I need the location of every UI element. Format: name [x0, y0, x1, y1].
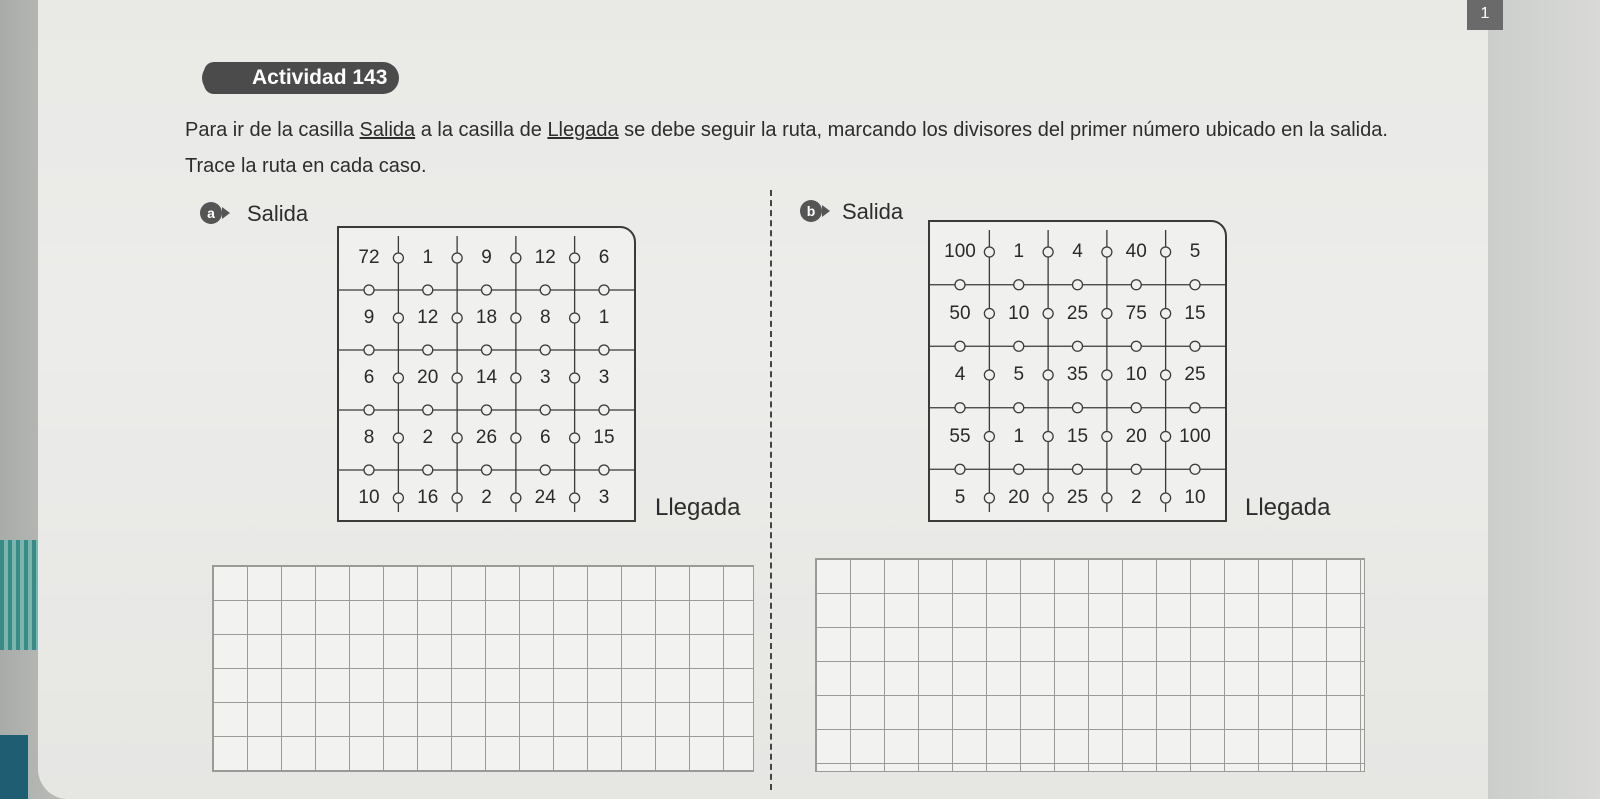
maze-node-circle	[423, 465, 433, 475]
maze-node-circle	[364, 405, 374, 415]
maze-cell-number[interactable]: 25	[1066, 302, 1089, 324]
maze-node-circle	[599, 405, 609, 415]
maze-cell-number[interactable]: 72	[358, 247, 380, 268]
maze-cell-number[interactable]: 2	[481, 487, 492, 508]
maze-cell-number[interactable]: 9	[363, 307, 375, 328]
maze-cell-number[interactable]: 75	[1125, 302, 1147, 324]
maze-cell-number[interactable]: 10	[1125, 364, 1147, 385]
instructions-llegada-word: Llegada	[547, 119, 619, 141]
dashed-divider	[770, 190, 772, 790]
maze-node-circle	[540, 405, 550, 415]
maze-node-circle	[1014, 464, 1024, 474]
maze-node-circle	[423, 345, 433, 355]
maze-node-circle	[955, 341, 965, 351]
maze-node-circle	[1073, 341, 1083, 351]
maze-cell-number[interactable]: 5	[954, 487, 966, 508]
maze-cell-number[interactable]: 3	[598, 367, 610, 388]
maze-cell-number[interactable]: 18	[475, 307, 498, 328]
maze-node-circle	[423, 285, 433, 295]
maze-cell-number[interactable]: 25	[1184, 364, 1206, 385]
maze-cell-number[interactable]: 2	[1130, 487, 1142, 508]
maze-node-circle	[1131, 341, 1141, 351]
maze-cell-number[interactable]: 1	[1013, 241, 1025, 262]
maze-cell-number[interactable]: 2	[422, 427, 434, 448]
maze-node-circle	[1073, 403, 1083, 413]
maze-node-circle	[599, 345, 609, 355]
maze-node-circle	[1131, 464, 1141, 474]
maze-cell-number[interactable]: 3	[539, 367, 551, 388]
maze-cell-number[interactable]: 6	[598, 247, 610, 268]
maze-node-circle	[1190, 403, 1200, 413]
maze-cell-number[interactable]: 3	[598, 487, 610, 508]
maze-cell-number[interactable]: 8	[363, 427, 375, 448]
instructions-salida-word: Salida	[359, 119, 416, 141]
section-a-badge: a	[200, 202, 222, 224]
maze-cell-number[interactable]: 15	[593, 427, 615, 448]
maze-cell-number[interactable]: 15	[1184, 302, 1206, 324]
maze-cell-number[interactable]: 12	[417, 307, 439, 328]
instructions-text	[185, 112, 1435, 184]
maze-node-circle	[599, 465, 609, 475]
maze-cell-number[interactable]: 5	[1013, 364, 1025, 385]
maze-node-circle	[364, 285, 374, 295]
maze-cell-number[interactable]: 14	[475, 367, 498, 388]
maze-node-circle	[1131, 403, 1141, 413]
maze-cell-number[interactable]: 1	[598, 307, 610, 328]
maze-cell-number[interactable]: 1	[422, 247, 434, 268]
maze-node-circle	[1131, 280, 1141, 290]
book-edge-decoration-2	[0, 735, 28, 799]
grid-paper-b[interactable]	[815, 558, 1365, 772]
maze-node-circle	[1190, 280, 1200, 290]
maze-node-circle	[482, 285, 492, 295]
maze-node-circle	[540, 465, 550, 475]
maze-cell-number[interactable]: 6	[363, 367, 375, 388]
maze-cell-number[interactable]: 12	[534, 247, 556, 268]
maze-node-circle	[1073, 280, 1083, 290]
maze-cell-number[interactable]: 100	[1179, 425, 1211, 447]
maze-node-circle	[955, 464, 965, 474]
maze-cell-number[interactable]: 20	[1125, 425, 1147, 447]
section-a-badge-arrow-icon	[222, 207, 230, 219]
maze-node-circle	[423, 405, 433, 415]
maze-node-circle	[1190, 341, 1200, 351]
book-edge-decoration	[0, 540, 38, 650]
maze-cell-number[interactable]: 26	[475, 427, 498, 448]
maze-b-start-label: Salida	[842, 199, 904, 224]
maze-cell-number[interactable]: 1	[1013, 425, 1025, 447]
maze-node-circle	[482, 465, 492, 475]
maze-node-circle	[540, 345, 550, 355]
maze-node-circle	[1014, 341, 1024, 351]
maze-node-circle	[1190, 464, 1200, 474]
maze-cell-number[interactable]: 9	[481, 247, 492, 268]
maze-cell-number[interactable]: 24	[534, 487, 556, 508]
section-b-badge: b	[800, 200, 822, 222]
maze-cell-number[interactable]: 4	[1072, 241, 1083, 262]
maze-cell-number[interactable]: 15	[1066, 425, 1089, 447]
maze-cell-number[interactable]: 40	[1125, 241, 1147, 262]
maze-node-circle	[364, 345, 374, 355]
instructions-part: se debe seguir la ruta, marcando los divisores del primer número ubicado en la salida. Trace la ruta en cada caso.	[185, 119, 1388, 177]
maze-node-circle	[482, 405, 492, 415]
maze-node-circle	[1014, 280, 1024, 290]
maze-cell-number[interactable]: 10	[358, 487, 380, 508]
maze-cell-number[interactable]: 50	[949, 302, 971, 324]
grid-paper-a[interactable]	[212, 565, 754, 772]
maze-node-circle	[955, 280, 965, 290]
maze-node-circle	[599, 285, 609, 295]
maze-cell-number[interactable]: 35	[1066, 364, 1089, 385]
instructions-part: Para ir de la casilla	[185, 119, 360, 141]
maze-cell-number[interactable]: 10	[1184, 487, 1206, 508]
maze-cell-number[interactable]: 6	[539, 427, 551, 448]
maze-node-circle	[955, 403, 965, 413]
maze-cell-number[interactable]: 8	[539, 307, 551, 328]
maze-node-circle	[1014, 403, 1024, 413]
maze-cell-number[interactable]: 25	[1066, 487, 1089, 508]
maze-a[interactable]	[337, 226, 636, 522]
maze-cell-number[interactable]: 10	[1008, 302, 1030, 324]
maze-cell-number[interactable]: 20	[417, 367, 439, 388]
maze-a-end-label: Llegada	[655, 494, 741, 521]
maze-cell-number[interactable]: 4	[954, 364, 966, 385]
maze-cell-number[interactable]: 55	[949, 425, 971, 447]
activity-title: Actividad 143	[202, 62, 399, 94]
maze-cell-number[interactable]: 100	[944, 241, 976, 262]
instructions-part: a la casilla de	[415, 119, 548, 141]
section-b-badge-arrow-icon	[822, 205, 830, 217]
maze-cell-number[interactable]: 20	[1008, 487, 1030, 508]
maze-b[interactable]	[928, 220, 1227, 522]
maze-a-start-label: Salida	[247, 201, 309, 226]
maze-cell-number[interactable]: 5	[1189, 241, 1201, 262]
page-number: 1	[1467, 0, 1503, 30]
maze-b-end-label: Llegada	[1245, 494, 1331, 521]
maze-node-circle	[1073, 464, 1083, 474]
maze-cell-number[interactable]: 16	[417, 487, 439, 508]
maze-node-circle	[482, 345, 492, 355]
maze-node-circle	[540, 285, 550, 295]
maze-node-circle	[364, 465, 374, 475]
